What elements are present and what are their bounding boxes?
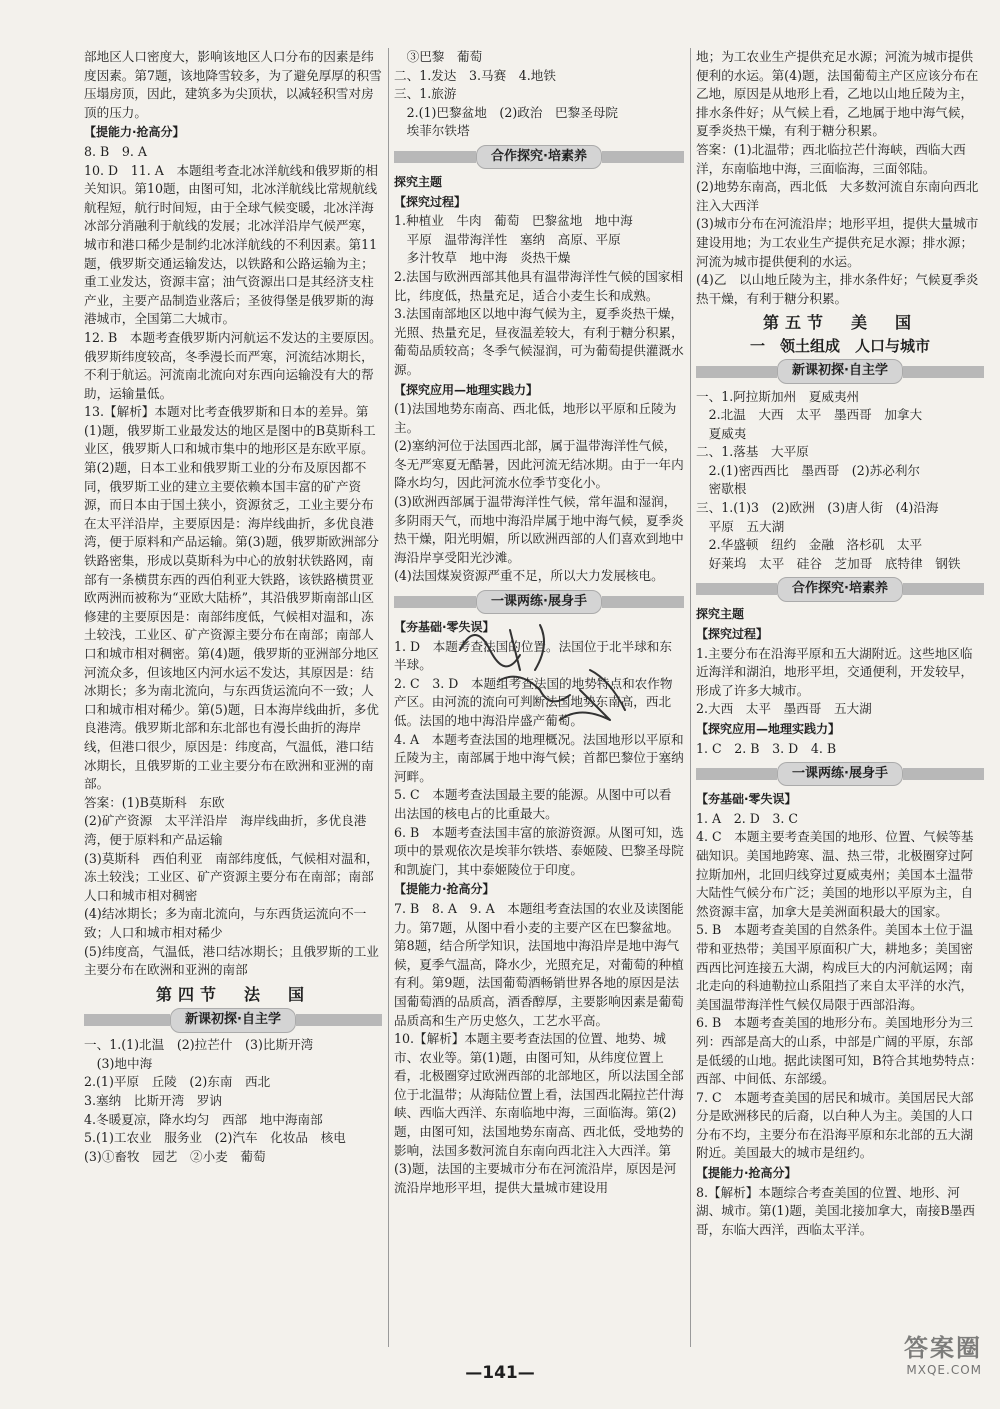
section-banner-label: 合作探究·培素养: [476, 145, 602, 170]
answer-paragraph: 8. B 9. A: [84, 143, 147, 159]
section-title: 第五节 美 国: [762, 313, 917, 333]
section-banner: [696, 763, 984, 785]
answer-paragraph: 8.【解析】本题综合考查美国的位置、地形、河湖、城市。第(1)题，美国北接加拿大，南接B墨西哥，东临大西洋，西临太平洋。: [696, 1184, 975, 1237]
answer-paragraph: 1. A 2. D 3. C 4. C 本题主要考查美国的地形、位置、气候等基础知识。美国地跨寒、温、热三带，北极圈穿过阿拉斯加州，北回归线穿过夏威夷州；美国本土温带大陆性气候分布广泛；美国的地形以平原为主，自然资源丰富，加拿大是美洲面积最大的国家。 5. B 本题考查美国的自然条件。美国本土位于温带和亚热带；美国平原面积广大，耕地多；美国密西西比河连接五大湖，构成巨大的内河航运网；南北走向的科迪勒拉山系阻挡了来自太平洋的水汽，美国温带海洋性气候仅局限于西部沿海。 6. B 本题考查美国的地形分布。美国地形分为三列：西部是高大的山系，中部是广阔的平原，东部是低缓的山地。据此读图可知，B符合其地势特点：西部、中间低、东部缓。 7. C 本题考查美国的居民和城市。美国居民大部分是欧洲移民的后裔，以白种人为主。美国的人口分布不均，主要分布在沿海平原和东北部的五大湖附近。美国最大的城市是纽约。: [696, 810, 983, 1161]
answer-paragraph: 答案：(1)B莫斯科 东欧 (2)矿产资源 太平洋沿岸 海岸线曲折，多优良港湾，便于原料和产品运输 (3)莫斯科 西伯利亚 南部纬度低，气候相对温和，冻土较浅；工业区、矿产资源主要分布在南部；南部人口和城市相对稠密 (4)结冰期长；多为南北流向，与东西货运流向不一致；人口和城市相对稀少 (5)纬度高，气温低，港口结冰期长；且俄罗斯的工业主要分布在欧洲和亚洲的南部: [84, 794, 379, 978]
subsection-label: 【探究过程】: [394, 194, 467, 209]
watermark-title: 答案圈: [904, 1334, 982, 1362]
section-banner-label: 新课初探·自主学: [777, 359, 903, 384]
subsection-label: 【夯基础·零失误】: [696, 792, 797, 807]
section-banner: [696, 578, 984, 600]
answer-paragraph: 13.【解析】本题对比考查俄罗斯和日本的差异。第(1)题，俄罗斯工业最发达的地区是图中的B莫斯科工业区，俄罗斯人口和城市集中的地形区是东欧平原。第(2)题，日本工业和俄罗斯工业的分布及原因都不同，俄罗斯工业的建立主要依赖本国丰富的矿产资源，而日本由于国土狭小，资源贫乏，工业主要分布在太平洋沿岸，主要原因是：海岸线曲折，多优良港湾，便于原料和产品运输。第(3)题，俄罗斯欧洲部分铁路密集，形成以莫斯科为中心的放射状铁路网，南部有一条横贯东西的西伯利亚大铁路，该铁路横贯亚欧两洲而被称为“亚欧大陆桥”，其沿俄罗斯南部山区修建的主要原因是：南部纬度低，气候相对温和，冻土较浅，工业区、矿产资源主要分布在南部；南部人口和城市相对稠密。第(4)题，俄罗斯的亚洲部分地区河流众多，但该地区内河水运不发达，其原因是：结冰期长；多为南北流向，与东西货运流向不一致；人口和城市相对稀少。第(5)题，日本海岸线曲折，多优良港湾。俄罗斯北部和东北部也有漫长曲折的海岸线，但港口很少，原因是：纬度高，气温低，港口结冰期长，且俄罗斯的工业主要分布在欧洲和亚洲的南部。: [84, 404, 379, 792]
section-banner: [696, 361, 984, 383]
column-divider-2: [690, 48, 691, 1347]
answer-paragraph: 10. D 11. A 本题组考查北冰洋航线和俄罗斯的相关知识。第10题，由图可知，北冰洋航线比常规航线航程短，航行时间短，由于全球气候变暖，北冰洋海冰部分消融利于航线的发展；北冰洋沿岸气候严寒，城市和港口稀少是制约北冰洋航线的不利因素。第11题，俄罗斯交通运输发达，以铁路和公路运输为主；重工业发达，资源丰富；油气资源出口是其经济支柱产业，主要产品制造业落后；圣彼得堡是俄罗斯的海港城市，全国第二大城市。: [84, 162, 378, 327]
subsection-label: 【夯基础·零失误】: [394, 620, 495, 635]
answer-paragraph: 地；为工农业生产提供充足水源；河流为城市提供便利的水运。第(4)题，法国葡萄主产区应该分布在乙地，原因是从地形上看，乙地以山地丘陵为主，排水条件好；从气候上看，乙地属于地中海气候，夏季炎热干燥，有利于糖分积累。 答案：(1)北温带；西北临拉芒什海峡，西临大西洋，东南临地中海，三面临海，三面邻陆。 (2)地势东南高，西北低 大多数河流自东南向西北注入大西洋 (3)城市分布在河流沿岸；地形平坦，提供大量城市建设用地；为工农业生产提供充足水源；排水源；河流为城市提供便利的水运。 (4)乙 以山地丘陵为主，排水条件好；气候夏季炎热干燥，有利于糖分积累。: [696, 49, 979, 306]
column-divider-1: [388, 48, 389, 1347]
section-title: 第四节 法 国: [155, 984, 310, 1004]
watermark-url: MXQE.COM: [906, 1363, 982, 1377]
answer-paragraph: 部地区人口密度大，影响该地区人口分布的因素是纬度因素。第7题，该地降雪较多，为了避免厚厚的积雪压塌房顶，因此，建筑多为尖顶状，以减轻积雪对房顶的压力。: [84, 49, 382, 120]
section-banner-label: 一课两练·展身手: [777, 762, 903, 787]
answer-paragraph: 一、1.(1)北温 (2)拉芒什 (3)比斯开湾 (3)地中海 2.(1)平原 丘陵 (2)东南 西北 3.塞纳 比斯开湾 罗讷 4.冬暖夏凉，降水均匀 西部 地中海南部 5.(1)工农业 服务业 (2)汽车 化妆品 核电 (3)①畜牧 园艺 ②小麦 葡萄: [84, 1037, 346, 1164]
answer-column-3: [696, 48, 984, 1347]
page-number: —141—: [465, 1363, 535, 1383]
section-banner-label: 一课两练·展身手: [476, 590, 602, 615]
answer-paragraph: 12. B 本题考查俄罗斯内河航运不发达的主要原因。俄罗斯纬度较高，冬季漫长而严寒，河流结冰期长，不利于航运。河流南北流向对东西向运输没有大的帮助，运输量低。: [84, 329, 382, 401]
answer-paragraph: 1. D 本题考查法国的位置。法国位于北半球和东半球。 2. C 3. D 本题组考查法国的地势特点和农作物产区。由河流的流向可判断法国地势东南高，西北低。法国的地中海沿岸盛产葡萄。 4. A 本题考查法国的地理概况。法国地形以平原和丘陵为主，南部属于地中海气候；首都巴黎位于塞纳河畔。 5. C 本题考查法国最主要的能源。从图中可以看出法国的核电占的比重最大。 6. B 本题考查法国丰富的旅游资源。从图可知，选项中的景观依次是埃菲尔铁塔、泰姬陵、巴黎圣母院和凯旋门，其中泰姬陵位于印度。: [394, 638, 684, 877]
subsection-title: 一 领土组成 人口与城市: [749, 336, 930, 355]
subsection-label: 【提能力·抢高分】: [84, 125, 185, 140]
answer-paragraph: 1.种植业 牛肉 葡萄 巴黎盆地 地中海 平原 温带海洋性 塞纳 高原、平原 多汁牧草 地中海 炎热干燥 2.法国与欧洲西部其他具有温带海洋性气候的国家相比，纬度低，热量充足，适合小麦生长和成熟。 3.法国南部地区以地中海气候为主，夏季炎热干燥，光照、热量充足，昼夜温差较大，有利于糖分积累，葡萄品质较高；冬季气候湿润，可为葡萄提供灌溉水源。: [394, 213, 684, 377]
answer-paragraph: 1.主要分布在沿海平原和五大湖附近。这些地区临近海洋和湖泊，地形平坦，交通便利，开发较早，形成了许多大城市。 2.大西 太平 墨西哥 五大湖: [696, 645, 974, 717]
subsection-label: 【提能力·抢高分】: [394, 882, 495, 897]
answer-paragraph: 一、1.阿拉斯加州 夏威夷州 2.北温 大西 太平 墨西哥 加拿大 夏威夷 二、1.落基 大平原 2.(1)密西西比 墨西哥 (2)苏必利尔 密歇根 三、1.(1)3 (2)欧洲 (3)唐人街 (4)沿海 平原 五大湖 2.华盛顿 纽约 金融 洛杉矶 太平 好莱坞 太平 硅谷 芝加哥 底特律 钢铁: [696, 388, 961, 571]
answer-column-1: [84, 48, 382, 1347]
subsection-label: 【提能力·抢高分】: [696, 1166, 797, 1181]
handwritten-scribble: [440, 610, 680, 750]
section-banner-label: 新课初探·自主学: [170, 1008, 296, 1033]
subsection-label: 探究主题: [394, 174, 443, 189]
answer-paragraph: 1. C 2. B 3. D 4. B: [696, 740, 837, 756]
subsection-label: 【探究过程】: [696, 627, 769, 642]
answer-paragraph: (1)法国地势东南高、西北低，地形以平原和丘陵为主。 (2)塞纳河位于法国西北部，属于温带海洋性气候，冬无严寒夏无酷暑，因此河流无结冰期。由于一年内降水均匀，因此河流水位季节变化小。 (3)欧洲西部属于温带海洋性气候，常年温和湿润，多阴雨天气，而地中海沿岸属于地中海气候，夏季炎热干燥，阳光明媚，所以欧洲西部的人们喜欢到地中海沿岸享受阳光沙滩。 (4)法国煤炭资源严重不足，所以大力发展核电。: [394, 401, 684, 584]
section-banner-label: 合作探究·培素养: [777, 577, 903, 602]
section-banner: [84, 1009, 382, 1031]
answer-paragraph: ③巴黎 葡萄 二、1.发达 3.马赛 4.地铁 三、1.旅游 2.(1)巴黎盆地 (2)政治 巴黎圣母院 埃菲尔铁塔: [394, 49, 619, 139]
answer-paragraph: 7. B 8. A 9. A 本题组考查法国的农业及读图能力。第7题，从图中看小麦的主要产区在巴黎盆地。第8题，结合所学知识，法国地中海沿岸是地中海气候，夏季气温高，降水少，光照充足，对葡萄的种植有利。第9题，法国葡萄酒畅销世界各地的原因是法国葡萄酒的品质高，酒香醇厚，主要影响因素是葡萄品质高和生产历史悠久，工艺水平高。 10.【解析】本题主要考查法国的位置、地势、城市、农业等。第(1)题，由图可知，从纬度位置上看，北极圈穿过欧洲西部的北部地区，所以法国全部位于北温带；从海陆位置上看，法国西北隔拉芒什海峡、西临大西洋、东南临地中海，三面临海。第(2)题，由图可知，法国地势东南高、西北低，受地势的影响，法国多数河流自东南向西北注入大西洋。第(3)题，法国的主要城市分布在河流沿岸，原因是河流沿岸地形平坦，提供大量城市建设用: [394, 900, 684, 1195]
subsection-label: 【探究应用—地理实践力】: [696, 722, 841, 736]
section-banner: [394, 146, 684, 168]
watermark: [904, 1328, 982, 1377]
subsection-label: 探究主题: [696, 607, 745, 622]
subsection-label: 【探究应用—地理实践力】: [394, 382, 539, 397]
